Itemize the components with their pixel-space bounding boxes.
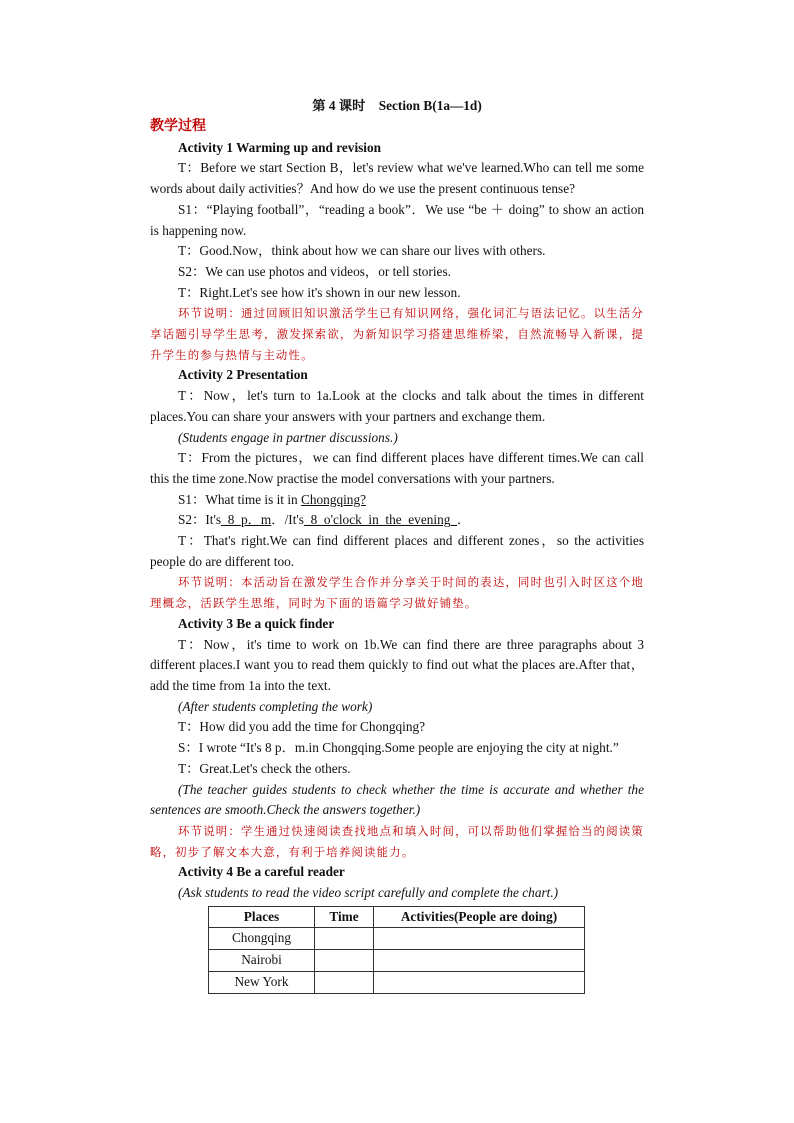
dialogue-text: ．/It's [271,512,304,528]
dialogue-line [150,510,644,531]
activity-3-heading: Activity 3 Be a quick finder [178,615,335,631]
activities-cell[interactable] [374,971,585,993]
underlined-answer: _8_o'clock_in_the_evening_ [303,512,458,528]
stage-direction: (Ask students to read the video script carefully and complete the chart.) [178,885,559,901]
place-cell: Nairobi [209,950,315,972]
time-cell[interactable] [315,950,374,972]
underlined-answer: _8_p．m [221,512,272,528]
lesson-page [150,96,644,994]
note-text: 学生通过快速阅读查找地点和填入时间，可以帮助他们掌握恰当的阅读策略，初步了解文本大意，有利于培养阅读能力。 [150,823,644,859]
note-label: 环节说明： [178,575,241,590]
table-row [209,950,585,972]
dialogue-line: T：How did you add the time for Chongqing? [178,719,426,735]
dialogue-line: T：Now，let's turn to 1a.Look at the clocks and talk about the times in different places.You can share your answers with your partners and exchange them. [150,388,644,424]
dialogue-line: T：Before we start Section B，let's review what we've learned.Who can tell me some words about daily activities？And how do we use the present continuous tense? [150,160,644,197]
activity-1-note [150,303,644,365]
activities-cell[interactable] [374,928,585,950]
page-title: 第 4 课时 Section B(1a—1d) [312,98,482,113]
stage-direction: (After students completing the work) [178,698,373,714]
activity-2-note [150,572,644,613]
activities-cell[interactable] [374,950,585,972]
time-cell[interactable] [315,928,374,950]
activities-chart [208,906,585,994]
underlined-answer: Chongqing? [301,491,367,507]
dialogue-line [150,490,644,511]
note-text: 通过回顾旧知识激活学生已有知识网络，强化词汇与语法记忆。以生活分享话题引导学生思考，激发探索欲，为新知识学习搭建思维桥梁，自然流畅导入新课，提升学生的参与热情与主动性。 [150,306,644,362]
dialogue-line: S2：We can use photos and videos，or tell stories. [178,263,451,279]
activity-1-heading: Activity 1 Warming up and revision [178,139,382,155]
dialogue-line: T：Now，it's time to work on 1b.We can find there are three paragraphs about 3 different places.I want you to read them quickly to find out what the places are.After that，add the time from 1a into the text. [150,636,644,693]
header-activities: Activities(People are doing) [374,906,585,928]
dialogue-line: T：Great.Let's check the others. [178,760,351,776]
header-time: Time [315,906,374,928]
place-cell: Chongqing [209,928,315,950]
activity-4-heading: Activity 4 Be a careful reader [178,864,345,880]
table-row [209,928,585,950]
dialogue-text: ． [457,512,471,528]
note-label: 环节说明： [178,823,241,838]
note-text: 本活动旨在激发学生合作并分享关于时间的表达，同时也引入时区这个地理概念，活跃学生思维，同时为下面的语篇学习做好铺垫。 [150,575,644,611]
dialogue-line: T：From the pictures，we can find different places have different times.We can call this the time zone.Now practise the model conversations with your partners. [150,450,644,486]
activity-2-heading: Activity 2 Presentation [178,367,308,383]
note-label: 环节说明： [178,306,241,321]
dialogue-line: T：That's right.We can find different places and different zones，so the activities people do are different too. [150,533,644,569]
header-places: Places [209,906,315,928]
table-row [209,971,585,993]
chart-header-row [209,906,585,928]
time-cell[interactable] [315,971,374,993]
stage-direction: (Students engage in partner discussions.) [178,429,398,445]
dialogue-line: S：I wrote “It's 8 p．m.in Chongqing.Some people are enjoying the city at night.” [178,740,619,756]
place-cell: New York [209,971,315,993]
dialogue-text: S2：It's [178,512,222,528]
dialogue-text: S1：What time is it in [178,491,301,507]
dialogue-line: S1：“Playing football”，“reading a book”．We use “be ＋ doing” to show an action is happening now. [150,201,644,238]
dialogue-line: T：Right.Let's see how it's shown in our new lesson. [178,284,461,300]
section-heading: 教学过程 [150,119,206,134]
dialogue-line: T：Good.Now，think about how we can share our lives with others. [178,243,546,259]
stage-direction: (The teacher guides students to check whether the time is accurate and whether the sentences are smooth.Check the answers together.) [150,781,644,818]
activity-3-note [150,821,644,862]
